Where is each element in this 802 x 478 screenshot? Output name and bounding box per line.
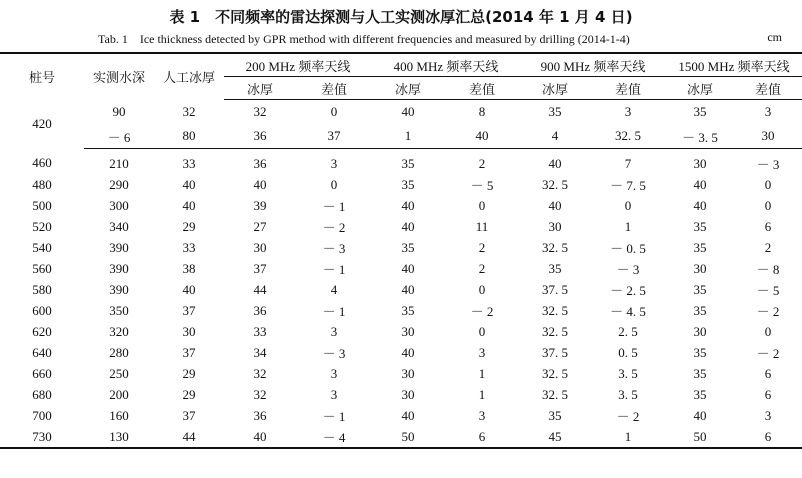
header-thickness: 冰厚: [224, 77, 296, 100]
table-cell: 40: [224, 426, 296, 448]
table-cell: 0: [330, 104, 338, 119]
table-cell: 29: [182, 218, 196, 234]
table-cell: 32. 5: [590, 124, 666, 149]
table-cell: － 2: [470, 304, 494, 319]
table-cell: 1: [624, 218, 632, 234]
header-pile: 桩号: [0, 53, 84, 100]
cell-pile: 730: [0, 426, 84, 448]
table-cell: 2: [478, 155, 486, 171]
table-cell: 6: [764, 365, 772, 381]
table-cell: 34: [253, 344, 267, 360]
table-cell: 33: [182, 239, 196, 255]
table-cell: － 2: [756, 346, 780, 361]
table-cell: － 3: [616, 262, 640, 277]
table-cell: 33: [253, 323, 267, 339]
table-cell: 32. 5: [542, 386, 568, 402]
cell-pile: 640: [32, 344, 52, 360]
header-group-400: 400 MHz 频率天线: [372, 53, 520, 77]
table-cell: 50: [372, 426, 444, 448]
table-cell: 200: [109, 386, 129, 402]
table-cell: 2: [478, 239, 486, 255]
table-cell: 2. 5: [618, 323, 638, 339]
table-cell: 7: [624, 155, 632, 171]
table-cell: － 5: [470, 178, 494, 193]
table-row: [0, 363, 802, 384]
header-difference: 差值: [734, 77, 802, 100]
table-cell: 2: [478, 260, 486, 276]
table-cell: 90: [112, 103, 126, 119]
table-cell: 36: [253, 407, 267, 423]
table-cell: 32. 5: [542, 323, 568, 339]
cell-pile: 420: [32, 116, 52, 131]
cell-pile: 560: [32, 260, 52, 276]
table-cell: 40: [548, 197, 562, 213]
table-cell: 35: [401, 239, 415, 255]
header-thickness: 冰厚: [666, 77, 734, 100]
table-cell: 80: [154, 124, 224, 149]
table-row: [0, 405, 802, 426]
table-cell: 40: [401, 197, 415, 213]
table-cell: － 5: [756, 283, 780, 298]
table-cell: 250: [109, 365, 129, 381]
table-cell: 30: [693, 260, 707, 276]
table-cell: 3: [764, 407, 772, 423]
header-difference: 差值: [296, 77, 372, 100]
table-cell: － 2. 5: [610, 283, 646, 298]
table-cell: 0. 5: [618, 344, 638, 360]
table-cell: 35: [693, 281, 707, 297]
cell-pile: 680: [32, 386, 52, 402]
table-cell: 0: [478, 197, 486, 213]
table-cell: 36: [253, 302, 267, 318]
table-row: [0, 174, 802, 195]
table-cell: 30: [734, 124, 802, 149]
cell-pile: 540: [32, 239, 52, 255]
table-cell: 35: [693, 104, 707, 119]
cell-pile: 480: [32, 176, 52, 192]
table-cell: 35: [693, 386, 707, 402]
table-cell: 40: [401, 281, 415, 297]
table-cell: 3: [764, 104, 772, 119]
table-cell: 3: [330, 323, 338, 339]
table-cell: 1: [590, 426, 666, 448]
table-cell: － 1: [322, 262, 346, 277]
table-cell: 300: [109, 197, 129, 213]
table-row: [0, 258, 802, 279]
header-thickness: 冰厚: [520, 77, 590, 100]
table-cell: 0: [330, 176, 338, 192]
table-cell: 35: [401, 155, 415, 171]
table-cell: 3: [478, 407, 486, 423]
table-cell: － 1: [322, 304, 346, 319]
table-cell: 6: [734, 426, 802, 448]
table-title: 表 1 不同频率的雷达探测与人工实测冰厚汇总(2014 年 1 月 4 日): [169, 8, 633, 26]
table-cell: 37: [182, 407, 196, 423]
header-group-1500: 1500 MHz 频率天线: [666, 53, 802, 77]
table-cell: 32: [182, 103, 196, 119]
table-cell: 2: [764, 239, 772, 255]
cell-pile: 500: [32, 197, 52, 213]
table-cell: 40: [401, 218, 415, 234]
table-cell: － 3: [322, 346, 346, 361]
table-cell: 44: [253, 281, 267, 297]
table-cell: 11: [475, 218, 489, 234]
table-cell: 390: [109, 239, 129, 255]
table-row: [0, 149, 802, 175]
table-cell: 29: [182, 365, 196, 381]
table-cell: 0: [478, 281, 486, 297]
table-cell: 40: [548, 155, 562, 171]
table-cell: 6: [764, 386, 772, 402]
table-cell: － 2: [616, 409, 640, 424]
table-cell: 40: [693, 176, 707, 192]
table-cell: － 2: [322, 220, 346, 235]
table-cell: 3. 5: [618, 386, 638, 402]
table-row: [0, 321, 802, 342]
table-cell: 160: [109, 407, 129, 423]
table-cell: 35: [693, 302, 707, 318]
table-cell: 35: [693, 218, 707, 234]
table-subtitle: Tab. 1 Ice thickness detected by GPR method with different frequencies and measured by drilling (2014-1-4): [98, 32, 630, 46]
table-cell: 35: [693, 344, 707, 360]
table-cell: 390: [109, 260, 129, 276]
header-group-900: 900 MHz 频率天线: [520, 53, 666, 77]
table-cell: 44: [154, 426, 224, 448]
table-cell: 0: [764, 197, 772, 213]
table-cell: － 0. 5: [610, 241, 646, 256]
table-row: [0, 124, 802, 149]
table-cell: － 7. 5: [610, 178, 646, 193]
table-cell: 3: [330, 386, 338, 402]
table-cell: 4: [330, 281, 338, 297]
table-cell: 6: [764, 218, 772, 234]
table-cell: 1: [478, 386, 486, 402]
table-first-group: [0, 100, 802, 149]
table-cell: 29: [182, 386, 196, 402]
table-cell: 32: [253, 104, 267, 119]
ice-thickness-table: [0, 52, 802, 449]
table-cell: 35: [548, 260, 562, 276]
table-cell: 3: [624, 104, 632, 119]
table-cell: 280: [109, 344, 129, 360]
table-cell: － 3. 5: [666, 124, 734, 149]
table-cell: 37. 5: [542, 281, 568, 297]
table-row: [0, 384, 802, 405]
table-cell: 35: [401, 302, 415, 318]
table-cell: 130: [84, 426, 154, 448]
header-thickness: 冰厚: [372, 77, 444, 100]
table-cell: 35: [693, 365, 707, 381]
table-cell: 37: [253, 260, 267, 276]
table-cell: 30: [693, 155, 707, 171]
table-cell: 40: [693, 407, 707, 423]
table-cell: － 1: [322, 199, 346, 214]
table-cell: 39: [253, 197, 267, 213]
table-row: [0, 279, 802, 300]
header-depth: 实测水深: [84, 53, 154, 100]
table-cell: 36: [253, 155, 267, 171]
table-cell: 32. 5: [542, 176, 568, 192]
table-cell: 40: [182, 176, 196, 192]
table-cell: 38: [182, 260, 196, 276]
table-body: [0, 149, 802, 449]
table-cell: － 6: [84, 124, 154, 149]
table-cell: 0: [478, 323, 486, 339]
table-cell: 37: [182, 344, 196, 360]
table-cell: 40: [693, 197, 707, 213]
table-cell: 35: [693, 239, 707, 255]
table-cell: 45: [520, 426, 590, 448]
cell-pile: 520: [32, 218, 52, 234]
table-cell: 30: [401, 365, 415, 381]
header-manual: 人工冰厚: [154, 53, 224, 100]
header-group-200: 200 MHz 频率天线: [224, 53, 372, 77]
table-cell: 40: [401, 260, 415, 276]
table-cell: 37. 5: [542, 344, 568, 360]
table-cell: 37: [182, 302, 196, 318]
table-cell: － 2: [756, 304, 780, 319]
table-cell: 40: [182, 281, 196, 297]
header-difference: 差值: [444, 77, 520, 100]
table-cell: 320: [109, 323, 129, 339]
table-cell: 30: [253, 239, 267, 255]
table-cell: 35: [401, 176, 415, 192]
table-row: [0, 300, 802, 321]
table-row: [0, 195, 802, 216]
table-cell: 32: [253, 365, 267, 381]
table-cell: － 4: [296, 426, 372, 448]
table-cell: 3: [330, 365, 338, 381]
table-cell: 30: [693, 323, 707, 339]
table-cell: 40: [401, 104, 415, 119]
header-difference: 差值: [590, 77, 666, 100]
table-row: [0, 426, 802, 448]
table-cell: 6: [444, 426, 520, 448]
table-cell: 32. 5: [542, 239, 568, 255]
table-cell: 390: [109, 281, 129, 297]
table-cell: 40: [401, 344, 415, 360]
table-cell: 50: [666, 426, 734, 448]
table-cell: 32. 5: [542, 365, 568, 381]
table-cell: 3. 5: [618, 365, 638, 381]
cell-pile: 460: [32, 155, 52, 171]
table-cell: 3: [330, 155, 338, 171]
table-cell: 40: [401, 407, 415, 423]
table-cell: － 4. 5: [610, 304, 646, 319]
cell-pile: 620: [32, 323, 52, 339]
table-cell: 1: [372, 124, 444, 149]
table-cell: － 3: [322, 241, 346, 256]
table-cell: 35: [548, 407, 562, 423]
table-cell: 3: [478, 344, 486, 360]
table-cell: 1: [478, 365, 486, 381]
cell-pile: 580: [32, 281, 52, 297]
table-cell: 210: [109, 155, 129, 171]
table-cell: － 8: [756, 262, 780, 277]
table-cell: 32. 5: [542, 302, 568, 318]
table-cell: 35: [548, 104, 562, 119]
table-cell: － 3: [756, 157, 780, 172]
table-cell: 27: [253, 218, 267, 234]
table-row: [0, 342, 802, 363]
table-cell: 32: [253, 386, 267, 402]
table-cell: 350: [109, 302, 129, 318]
table-row: [0, 216, 802, 237]
unit-label: cm: [767, 30, 782, 44]
table-cell: 40: [444, 124, 520, 149]
table-cell: 33: [182, 155, 196, 171]
table-cell: 30: [548, 218, 562, 234]
table-row: [0, 237, 802, 258]
table-cell: 30: [401, 386, 415, 402]
cell-pile: 700: [32, 407, 52, 423]
cell-pile: 600: [32, 302, 52, 318]
table-cell: 36: [224, 124, 296, 149]
table-cell: 0: [764, 323, 772, 339]
table-cell: － 1: [322, 409, 346, 424]
table-row: [0, 100, 802, 125]
table-cell: 4: [520, 124, 590, 149]
table-cell: 30: [182, 323, 196, 339]
table-cell: 37: [296, 124, 372, 149]
table-cell: 340: [109, 218, 129, 234]
table-cell: 0: [624, 197, 632, 213]
table-cell: 0: [764, 176, 772, 192]
table-cell: 290: [109, 176, 129, 192]
table-cell: 8: [478, 104, 486, 119]
table-cell: 30: [401, 323, 415, 339]
cell-pile: 660: [32, 365, 52, 381]
table-cell: 40: [253, 176, 267, 192]
table-cell: 40: [182, 197, 196, 213]
